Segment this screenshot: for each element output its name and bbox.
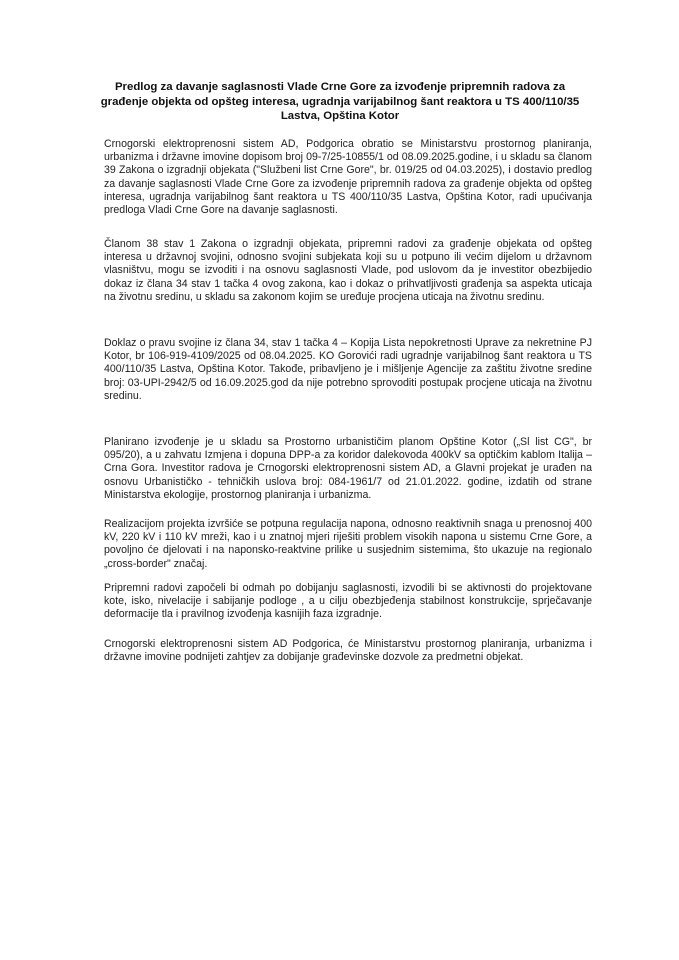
document-title: Predlog za davanje saglasnosti Vlade Crne Gore za izvođenje pripremnih radova za građenje objekta od opšteg interesa, ugradnja varijabilnog šant reaktora u TS 400/110/35 Lastva, Opština Kotor	[100, 81, 580, 122]
paragraph-request: Crnogorski elektroprenosni sistem AD, Podgorica obratio se Ministarstvu prostornog planiranja, urbanizma i državne imovine dopisom broj 09-7/25-10855/1 od 08.09.2025.godine, i u skladu sa članom 39 Zakona o izgradnji objekata ("Službeni list Crne Gore", br. 019/25 od 04.03.2025), i dostavio predlog za davanje saglasnosti Vlade Crne Gore za izvođenje pripremnih radova za građenje objekta od opšteg interesa, ugradnja varijabilnog šant reaktora u TS 400/110/35 Lastva, Opština Kotor, radi upućivanja predloga Vladi Crne Gore na davanje saglasnosti.	[104, 138, 592, 217]
paragraph-ownership-proof: Doklaz o pravu svojine iz člana 34, stav 1 tačka 4 – Kopija Lista nepokretnosti Uprave za nekretnine PJ Kotor, br 106-919-4109/2025 od 08.04.2025. KO Gorovići radi ugradnje varijabilnog šant reaktora u TS 400/110/35 Lastva, Opština Kotor. Takođe, pribavljeno je i mišljenje Agencije za zaštitu životne sredine broj: 03-UPI-2942/5 od 16.09.2025.god da nije potrebno sprovoditi postupak procjene uticaja na životnu sredinu.	[104, 337, 592, 402]
paragraph-realization: Realizacijom projekta izvršiće se potpuna regulacija napona, odnosno reaktivnih snaga u prenosnoj 400 kV, 220 kV i 110 kV mreži, kao i u znatnoj mjeri riješiti problem visokih napona u sistemu Crne Gore, a povoljno će djelovati i na naponsko-reaktvine prilike u susjednim sistemima, što ukazuje na regionalo „cross-border" značaj.	[104, 518, 592, 570]
paragraph-planning: Planirano izvođenje je u skladu sa Prostorno urbanističim planom Opštine Kotor („Sl list CG", br 095/20), a u zahvatu Izmjena i dopuna DPP-a za koridor dalekovoda 400kV sa optičkim kablom Italija – Crna Gora. Investitor radova je Crnogorski elektroprenosni sistem AD, a Glavni projekat je urađen na osnovu Urbanističko - tehničkih uslova broj: 084-1961/7 od 21.01.2022. godine, izdatih od strane Ministarstva ekologije, prostornog planiranja i urbanizma.	[104, 436, 592, 501]
paragraph-preparatory-works: Pripremni radovi započeli bi odmah po dobijanju saglasnosti, izvodili bi se aktivnosti do projektovane kote, isko, nivelacije i sabijanje podloge , a u cilju obezbjeđenja stabilnost konstrukcije, sprječavanje deformacije tla i pravilnog izvođenja kasnijih faza izgradnje.	[104, 582, 592, 621]
paragraph-building-permit: Crnogorski elektroprenosni sistem AD Podgorica, će Ministarstvu prostornog planiranja, urbanizma i državne imovine podnijeti zahtjev za dobijanje građevinske dozvole za predmetni objekat.	[104, 638, 592, 664]
paragraph-article-38: Članom 38 stav 1 Zakona o izgradnji objekata, pripremni radovi za građenje objekata od opšteg interesa u državnoj svojini, odnosno svojini subjekata koji su u potpuno ili većim dijelom u državnom vlasništvu, mogu se izvoditi i na osnovu saglasnosti Vlade, pod uslovom da je investitor obezbijedio dokaz iz člana 34 stav 1 tačka 4 ovog zakona, kao i dokaz o prihvatljivosti građenja sa aspekta uticaja na životnu sredinu, u skladu sa zakonom kojim se uređuje procjena uticaja na životnu sredinu.	[104, 238, 592, 303]
